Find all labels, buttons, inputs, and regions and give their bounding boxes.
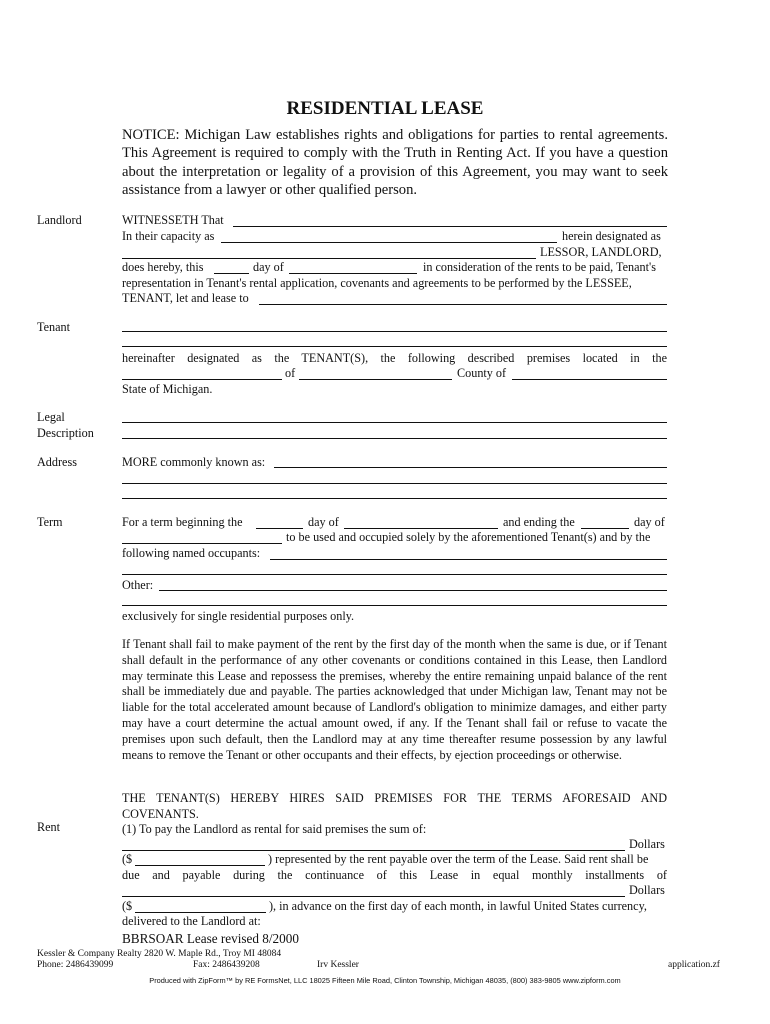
day-of-text: day of [253,260,284,274]
end-day-field[interactable] [581,528,629,529]
term-day-of-2-text: day of [634,515,665,529]
township-field[interactable] [299,379,452,380]
occupants-text: following named occupants: [122,546,261,560]
label-rent: Rent [37,820,61,834]
other-text: Other: [122,578,154,592]
footer-produced: Produced with ZipForm™ by RE FormsNet, LLC 18025 Fifteen Mile Road, Clinton Township, Michigan 48035, (800) 383-9805 www.zipform.com [149,976,621,985]
paren-open-2-text: ($ [122,899,133,913]
city-field[interactable] [122,379,282,380]
lessor-text: LESSOR, LANDLORD, [540,245,662,259]
tenant-field-1[interactable] [122,331,667,332]
occupants-field-1[interactable] [270,559,667,560]
tenant-field-2[interactable] [122,346,667,347]
hires-text: THE TENANT(S) HEREBY HIRES SAID PREMISES FOR THE TERMS AFORESAID AND COVENANTS. [122,791,667,821]
hereinafter-text: hereinafter designated as the TENANT(S), the following described premises located in the [122,351,667,365]
designated-text: herein designated as [562,229,661,243]
footer-file: application.zf [668,960,720,970]
label-description: Description [37,426,94,440]
revision-text: BBRSOAR Lease revised 8/2000 [122,931,299,946]
term-beginning-text: For a term beginning the [122,515,243,529]
monthly-words-field[interactable] [122,896,625,897]
notice-text: NOTICE: Michigan Law establishes rights and obligations for parties to rental agreements. This Agreement is required to comply with the Truth in Renting Act. If you have a question about the interpretation or legality of a provision of this Agreement, you may want to seek assistance from a lawyer or other qualified person. [122,127,668,198]
other-field-1[interactable] [159,590,667,591]
dollars-text: Dollars [629,837,665,851]
occupants-field-2[interactable] [122,574,667,575]
end-month-field[interactable] [122,543,282,544]
default-paragraph: If Tenant shall fail to make payment of the rent by the first day of the month when the same is due, or if Tenant shall default in the performance of any other covenants or conditions contained in this Lease, then Landlord may terminate this Lease and repossess the premises, whereby the entire remaining unpaid balance of the rent shall be immediately due and payable. The parties acknowledged that under Michigan law, Tenant may not be liable for the total accelerated amount because of Landlord's obligation to minimize damages, and either party may have a court determine the actual amount owed, if any. If the Tenant shall fail or refuse to vacate the premises upon such default, then the Landlord may at any time thereafter resume possession by any lawful means to remove the Tenant or other occupants and their effects, by ejection proceedings or otherwise. [122,637,667,762]
page-title: RESIDENTIAL LEASE [286,98,484,119]
begin-day-field[interactable] [256,528,303,529]
day-field[interactable] [214,273,249,274]
delivered-text: delivered to the Landlord at: [122,914,261,928]
county-of-text: County of [457,366,507,380]
footer-phone: Phone: 2486439099 [37,960,114,970]
address-field-3[interactable] [122,498,667,499]
footer-agent: Irv Kessler [317,960,359,970]
legal-description-field-2[interactable] [122,438,667,439]
monthly-amount-field[interactable] [135,912,266,913]
tenant-name-field[interactable] [259,304,667,305]
capacity-field-2[interactable] [122,258,536,259]
representation-text: representation in Tenant's rental application, covenants and agreements to be performed by the LESSEE, [122,276,632,290]
rent-item-1: (1) To pay the Landlord as rental for said premises the sum of: [122,822,427,836]
address-field-1[interactable] [274,467,667,468]
used-by-text: to be used and occupied solely by the aforementioned Tenant(s) and by the [286,530,651,544]
represented-text: ) represented by the rent payable over the term of the Lease. Said rent shall be [268,852,649,866]
term-day-of-text: day of [308,515,339,529]
label-legal: Legal [37,410,65,424]
state-text: State of Michigan. [122,382,213,396]
capacity-text: In their capacity as [122,229,215,243]
tenant-let-text: TENANT, let and lease to [122,291,249,305]
label-term: Term [37,515,63,529]
witnesseth-text: WITNESSETH That [122,213,224,227]
label-address: Address [37,455,77,469]
due-line-text: due and payable during the continuance of this Lease in equal monthly installments of [122,868,667,882]
rent-total-words-field[interactable] [122,850,625,851]
paren-open-text: ($ [122,852,133,866]
other-field-2[interactable] [122,605,667,606]
rent-total-amount-field[interactable] [135,865,265,866]
footer-fax: Fax: 2486439208 [193,960,260,970]
does-hereby-text: does hereby, this [122,260,204,274]
exclusively-text: exclusively for single residential purposes only. [122,609,355,623]
of-text: of [285,366,296,380]
county-field[interactable] [512,379,667,380]
more-known-text: MORE commonly known as: [122,455,266,469]
address-field-2[interactable] [122,483,667,484]
dollars-2-text: Dollars [629,883,665,897]
legal-description-field-1[interactable] [122,422,667,423]
label-tenant: Tenant [37,320,70,334]
footer-company: Kessler & Company Realty 2820 W. Maple Rd., Troy MI 48084 [37,949,282,959]
consideration-text: in consideration of the rents to be paid, Tenant's [423,260,656,274]
month-field[interactable] [289,273,417,274]
landlord-name-field[interactable] [233,226,667,227]
capacity-field[interactable] [221,242,557,243]
advance-text: ), in advance on the first day of each month, in lawful United States currency, [269,899,647,913]
begin-month-field[interactable] [344,528,498,529]
term-ending-text: and ending the [503,515,575,529]
label-landlord: Landlord [37,213,82,227]
